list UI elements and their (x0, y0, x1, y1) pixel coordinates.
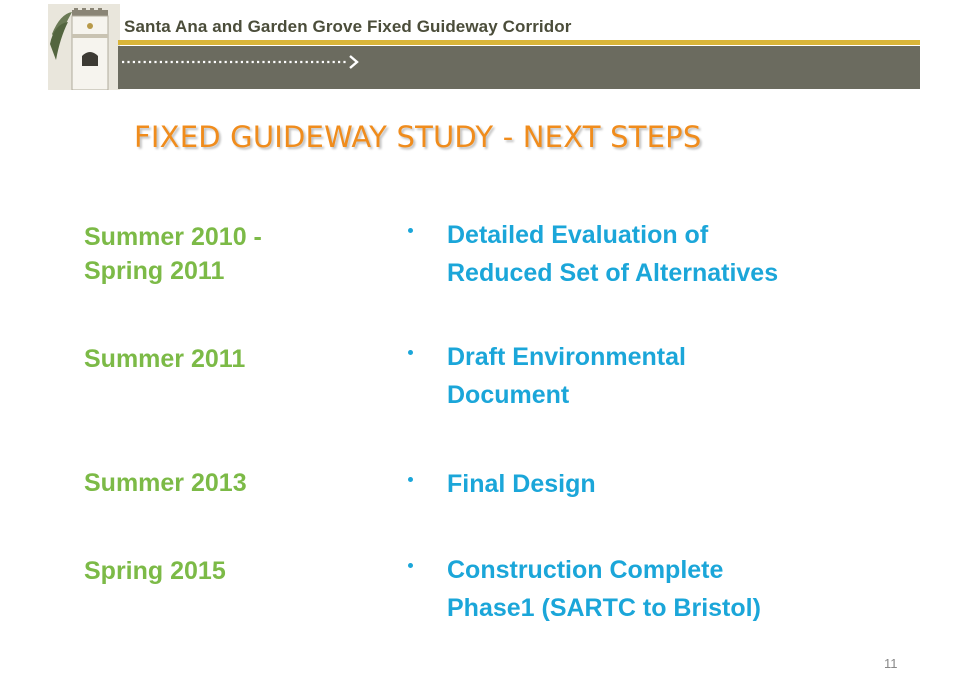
timeline-date (84, 220, 262, 288)
item-text: Draft Environmental Document (447, 343, 686, 409)
bullet-icon (408, 228, 413, 233)
date-text: Summer 2010 - Spring 2011 (84, 223, 262, 285)
bell-tower-logo-icon (48, 4, 120, 90)
dotted-arrow-icon (120, 52, 365, 72)
item-text: Final Design (447, 470, 596, 498)
bullet-icon (408, 563, 413, 568)
header-banner (0, 0, 960, 92)
page-number: 11 (884, 656, 898, 671)
header-gold-rule (118, 40, 920, 45)
date-text: Summer 2013 (84, 469, 247, 497)
date-text: Summer 2011 (84, 345, 246, 373)
timeline-date (84, 554, 226, 588)
item-text: Detailed Evaluation of Reduced Set of Alternatives (447, 221, 779, 287)
item-text: Construction Complete Phase1 (SARTC to Bristol) (447, 556, 761, 622)
slide-title: FIXED GUIDEWAY STUDY - NEXT STEPS (134, 120, 702, 154)
date-text: Spring 2015 (84, 557, 226, 585)
bullet-icon (408, 350, 413, 355)
header-title: Santa Ana and Garden Grove Fixed Guideway Corridor (124, 17, 572, 36)
bullet-icon (408, 477, 413, 482)
timeline-date (84, 342, 245, 376)
timeline-date (84, 466, 247, 500)
